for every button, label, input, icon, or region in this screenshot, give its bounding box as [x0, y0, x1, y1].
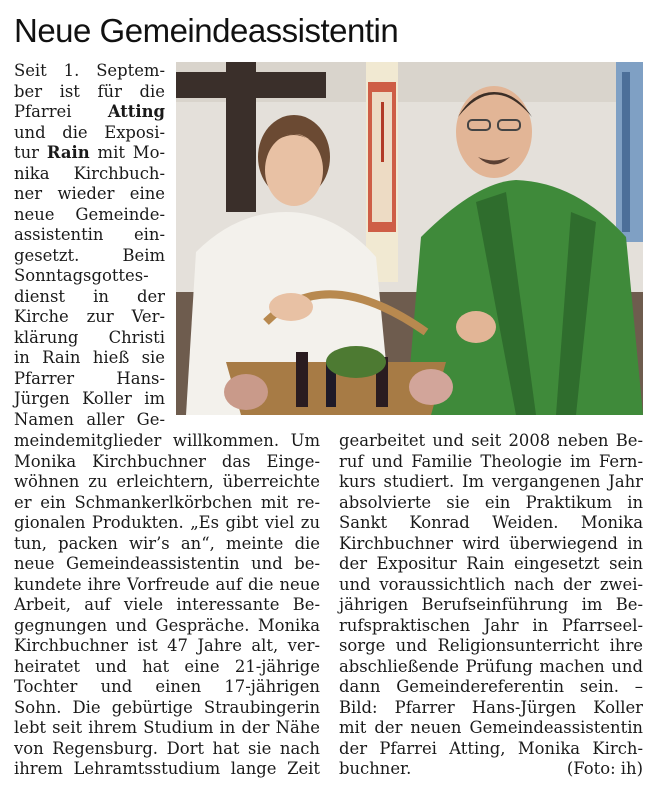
text-line: Monika Kirchbuchner das Einge-	[14, 451, 320, 471]
text-line: gegnungen und Gespräche. Monika	[14, 615, 320, 635]
text-line: kundete ihre Vorfreude auf die neue	[14, 574, 320, 594]
credit-row	[339, 759, 643, 780]
text-line: ruf und Familie Theologie im Fern-	[339, 451, 643, 471]
text-fragment: Pfarrei	[14, 102, 72, 121]
text-line: gionalen Produkten. „Es gibt viel zu	[14, 513, 320, 532]
text-line: abschließende Prüfung machen und	[339, 656, 643, 676]
text-line: dienst in der	[14, 286, 165, 306]
text-line: heiratet und hat eine 21-jährige	[14, 656, 320, 676]
text-line: rufspraktischen Jahr in Pfarrseel-	[339, 615, 643, 635]
text-line: Sohn. Die gebürtige Straubingerin	[14, 697, 320, 717]
text-line: Pfarrer Hans-	[14, 368, 165, 388]
text-line: er ein Schmankerlkörbchen mit re-	[14, 492, 320, 512]
text-line: der Expositur Rain eingesetzt sein	[339, 554, 643, 573]
text-line: von Regensburg. Dort hat sie nach	[14, 738, 320, 758]
article-headline: Neue Gemeindeassistentin	[14, 12, 399, 49]
text-line	[14, 102, 165, 123]
text-line: ner wieder eine	[14, 184, 165, 203]
text-line: Arbeit, auf viele interessante Be-	[14, 595, 320, 614]
text-line: sorge und Religionsunterricht ihre	[339, 636, 643, 655]
text-column-right	[339, 431, 643, 780]
text-line: gesetzt. Beim	[14, 245, 165, 265]
text-column-narrow	[14, 61, 165, 430]
text-line: lebt seit ihrem Studium in der Nähe	[14, 718, 320, 737]
text-line: Tochter und einen 17-jährigen	[14, 677, 320, 696]
text-line: der Pfarrei Atting, Monika Kirch-	[339, 738, 643, 758]
text-line: ihrem Lehramtsstudium lange Zeit	[14, 759, 320, 778]
photo-illustration	[176, 62, 643, 415]
text-line	[14, 143, 165, 164]
text-line: gearbeitet und seit 2008 neben Be-	[339, 431, 643, 450]
text-line: Sankt Konrad Weiden. Monika	[339, 513, 643, 532]
text-line: absolvierte sie ein Praktikum in	[339, 492, 643, 512]
text-line: jährigen Berufseinführung im Be-	[339, 595, 643, 614]
text-line: ber ist für die	[14, 81, 165, 101]
text-line: klärung Christi	[14, 327, 165, 347]
text-line: tun, packen wir’s an“, meinte die	[14, 533, 320, 553]
text-line: nika Kirchbuch-	[14, 163, 165, 183]
text-line: mit der neuen Gemeindeassistentin	[339, 718, 643, 737]
text-line: dann Gemeindereferentin sein. –	[339, 677, 643, 696]
bold-place-rain: Rain	[46, 143, 90, 162]
text-line: wöhnen zu erleichtern, überreichte	[14, 472, 320, 491]
text-line: buchner.	[339, 759, 412, 778]
text-line: Kirchbuchner wird überwiegend in	[339, 533, 643, 553]
text-line: meindemitglieder willkommen. Um	[14, 431, 320, 450]
bold-place-atting: Atting	[107, 102, 165, 121]
text-line: Kirche zur Ver-	[14, 307, 165, 326]
text-line: Namen aller Ge-	[14, 409, 165, 429]
text-line: neue Gemeindeassistentin und be-	[14, 554, 320, 573]
text-line: assistentin ein-	[14, 225, 165, 244]
text-column-left	[14, 431, 320, 780]
text-line: in Rain hieß sie	[14, 348, 165, 367]
article-photo	[176, 62, 643, 415]
text-line: und die Exposi-	[14, 122, 165, 142]
text-fragment: tur	[14, 143, 39, 162]
text-line: kurs studiert. Im vergangenen Jahr	[339, 472, 643, 491]
text-line: und voraussichtlich nach der zwei-	[339, 574, 643, 594]
text-line: Sonntagsgottes-	[14, 266, 149, 285]
text-line: Bild: Pfarrer Hans-Jürgen Koller	[339, 697, 643, 717]
text-line: Seit 1. Septem-	[14, 61, 165, 80]
text-line: Jürgen Koller im	[14, 389, 165, 408]
photo-credit: (Foto: ih)	[566, 759, 643, 778]
text-fragment: mit Mo-	[97, 143, 165, 162]
text-line: Kirchbuchner ist 47 Jahre alt, ver-	[14, 636, 320, 655]
text-line: neue Gemeinde-	[14, 204, 165, 224]
